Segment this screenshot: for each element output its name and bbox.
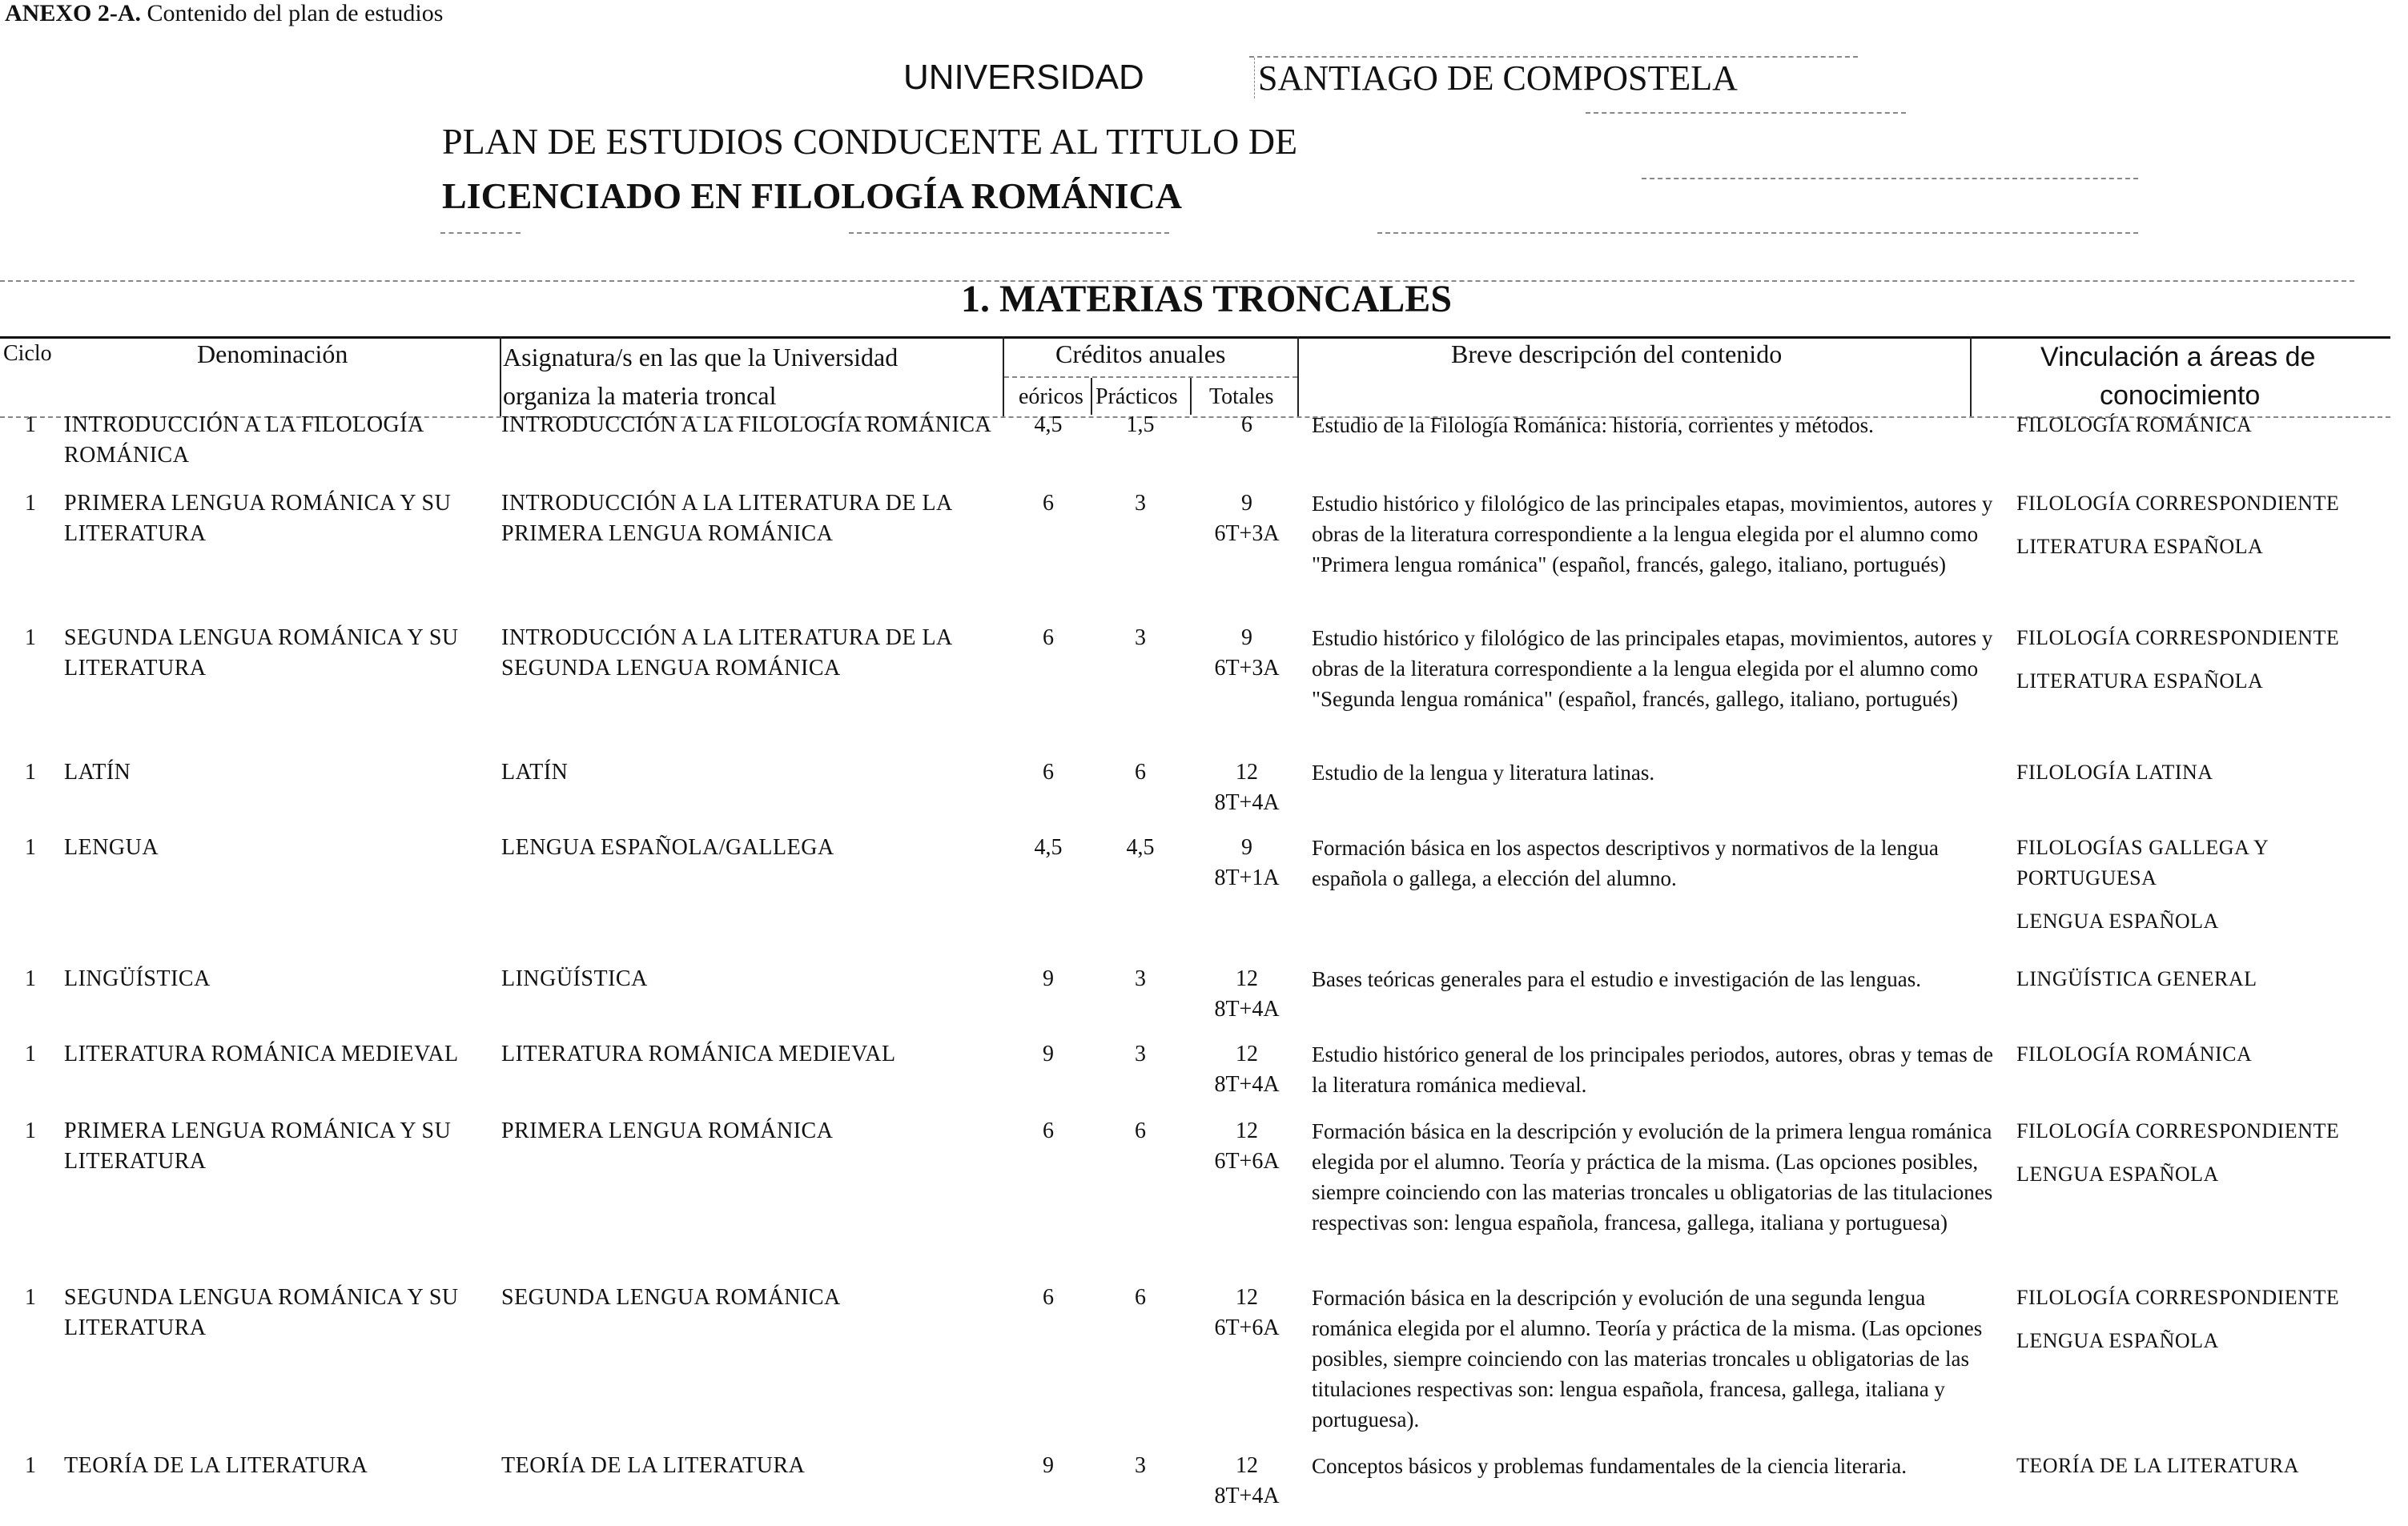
cell-teoricos: 9 <box>1043 1453 1054 1478</box>
totales-value: 12 <box>1236 1453 1258 1478</box>
table-row <box>0 410 2408 488</box>
cell-asignatura: INTRODUCCIÓN A LA LITERATURA DE LA SEGUNDA LENGUA ROMÁNICA <box>501 625 952 681</box>
annex-text: Contenido del plan de estudios <box>147 0 444 26</box>
divider <box>1642 178 2138 179</box>
totales-value: 12 <box>1236 966 1258 991</box>
degree-title: LICENCIADO EN FILOLOGÍA ROMÁNICA <box>442 175 1182 216</box>
cell-descripcion: Estudio histórico general de los principales periodos, autores, obras y temas de la literatura románica medieval. <box>1312 1042 1994 1097</box>
cell-teoricos: 9 <box>1043 1042 1054 1066</box>
cell-asignatura: PRIMERA LENGUA ROMÁNICA <box>501 1118 834 1143</box>
cell-asignatura: LENGUA ESPAÑOLA/GALLEGA <box>501 835 834 860</box>
cell-practicos: 6 <box>1135 1285 1146 1310</box>
divider <box>1377 232 2138 234</box>
cell-ciclo: 1 <box>25 1118 36 1143</box>
cell-denominacion: LATÍN <box>64 760 131 785</box>
cell-areas <box>2010 488 2408 623</box>
cell-asignatura: INTRODUCCIÓN A LA LITERATURA DE LA PRIMERA LENGUA ROMÁNICA <box>501 491 952 546</box>
cell-denominacion: INTRODUCCIÓN A LA FILOLOGÍA ROMÁNICA <box>64 412 424 468</box>
cell-ciclo: 1 <box>25 491 36 516</box>
cell-practicos: 3 <box>1135 625 1146 650</box>
header-totales: Totales <box>1209 384 1274 409</box>
header-vinculacion-line1: Vinculación a áreas de <box>2040 342 2316 372</box>
cell-denominacion: LENGUA <box>64 835 159 860</box>
divider <box>1586 112 1906 114</box>
area-item: TEORÍA DE LA LITERATURA <box>2016 1454 2300 1477</box>
cell-denominacion: PRIMERA LENGUA ROMÁNICA Y SU LITERATURA <box>64 1118 452 1174</box>
table-row <box>0 1039 2408 1116</box>
cell-descripcion: Conceptos básicos y problemas fundamentales de la ciencia literaria. <box>1312 1454 1907 1478</box>
totales-value: 12 <box>1236 760 1258 785</box>
university-label: UNIVERSIDAD <box>903 58 1144 97</box>
totales-value: 9 <box>1241 625 1252 650</box>
totales-value: 12 <box>1236 1118 1258 1143</box>
cell-practicos: 6 <box>1135 1118 1146 1143</box>
cell-practicos: 3 <box>1135 1042 1146 1066</box>
cell-asignatura: LATÍN <box>501 760 569 785</box>
area-item: LITERATURA ESPAÑOLA <box>2016 669 2264 693</box>
university-name: SANTIAGO DE COMPOSTELA <box>1254 58 1738 98</box>
table-row <box>0 1116 2408 1283</box>
cell-areas <box>2010 410 2408 488</box>
totales-detail: 8T+4A <box>1214 790 1280 815</box>
cell-teoricos: 4,5 <box>1034 835 1063 860</box>
header-denominacion: Denominación <box>197 339 348 368</box>
totales-detail: 8T+4A <box>1214 997 1280 1022</box>
cell-totales <box>1188 833 1305 964</box>
totales-value: 9 <box>1241 835 1252 860</box>
area-item: FILOLOGÍAS GALLEGA Y PORTUGUESA <box>2016 836 2269 889</box>
cell-descripcion: Estudio histórico y filológico de las principales etapas, movimientos, autores y obras de la literatura correspondiente a la lengua elegida por el alumno como "Primera lengua románica" (español, francés, galego, italiano, portugués) <box>1312 492 1993 576</box>
cell-teoricos: 6 <box>1043 491 1054 516</box>
cell-denominacion: PRIMERA LENGUA ROMÁNICA Y SU LITERATURA <box>64 491 452 546</box>
plan-title: PLAN DE ESTUDIOS CONDUCENTE AL TITULO DE <box>442 121 1298 162</box>
cell-asignatura: TEORÍA DE LA LITERATURA <box>501 1453 806 1478</box>
materias-table <box>0 410 2408 1526</box>
area-item: LENGUA ESPAÑOLA <box>2016 1163 2219 1186</box>
cell-asignatura: LINGÜÍSTICA <box>501 966 648 991</box>
totales-value: 12 <box>1236 1285 1258 1310</box>
cell-denominacion: SEGUNDA LENGUA ROMÁNICA Y SU LITERATURA <box>64 1285 459 1340</box>
cell-areas <box>2010 1039 2408 1116</box>
cell-areas <box>2010 1451 2408 1526</box>
totales-value: 9 <box>1241 491 1252 516</box>
area-item: FILOLOGÍA LATINA <box>2016 761 2213 784</box>
header-practicos: Prácticos <box>1095 384 1178 409</box>
totales-value: 6 <box>1241 412 1252 437</box>
cell-totales <box>1188 757 1305 833</box>
totales-value: 12 <box>1236 1042 1258 1066</box>
header-vinculacion-line2: conocimiento <box>2100 380 2261 411</box>
cell-ciclo: 1 <box>25 966 36 991</box>
cell-practicos: 3 <box>1135 966 1146 991</box>
totales-detail: 8T+1A <box>1214 865 1280 890</box>
area-item: FILOLOGÍA CORRESPONDIENTE <box>2016 1286 2340 1309</box>
table-row <box>0 757 2408 833</box>
cell-totales <box>1188 1283 1305 1451</box>
annex-heading <box>5 0 443 27</box>
divider <box>440 232 521 234</box>
cell-denominacion: LINGÜÍSTICA <box>64 966 211 991</box>
cell-totales <box>1188 1451 1305 1526</box>
cell-descripcion: Formación básica en la descripción y evolución de una segunda lengua románica elegida por el alumno. Teoría y práctica de la misma. (Las opciones posibles, siempre coinciendo con las materias troncales u obligatorias de las titulaciones respectivas son: lengua española, francesa, gallega, italiana y portuguesa). <box>1312 1286 1983 1432</box>
column-divider <box>500 336 501 416</box>
cell-descripcion: Estudio de la lengua y literatura latinas. <box>1312 761 1655 785</box>
table-row <box>0 833 2408 964</box>
column-divider <box>1297 336 1299 416</box>
cell-teoricos: 6 <box>1043 760 1054 785</box>
header-asignatura-line2: organiza la materia troncal <box>503 381 777 410</box>
cell-totales <box>1188 623 1305 757</box>
cell-areas <box>2010 1116 2408 1283</box>
table-body <box>0 410 2408 1526</box>
header-asignatura-line1: Asignatura/s en las que la Universidad <box>503 343 898 371</box>
cell-totales <box>1188 964 1305 1039</box>
cell-asignatura: LITERATURA ROMÁNICA MEDIEVAL <box>501 1042 896 1066</box>
cell-teoricos: 4,5 <box>1034 412 1063 437</box>
table-row <box>0 964 2408 1039</box>
cell-ciclo: 1 <box>25 412 36 437</box>
area-item: LENGUA ESPAÑOLA <box>2016 1329 2219 1352</box>
cell-areas <box>2010 1283 2408 1451</box>
cell-teoricos: 6 <box>1043 1118 1054 1143</box>
header-ciclo: Ciclo <box>3 341 52 366</box>
cell-totales <box>1188 488 1305 623</box>
header-teoricos: eóricos <box>1019 384 1083 409</box>
totales-detail: 6T+6A <box>1214 1149 1280 1174</box>
totales-detail: 6T+6A <box>1214 1315 1280 1340</box>
totales-detail: 6T+3A <box>1214 521 1280 546</box>
cell-practicos: 3 <box>1135 1453 1146 1478</box>
cell-areas <box>2010 964 2408 1039</box>
cell-ciclo: 1 <box>25 760 36 785</box>
area-item: FILOLOGÍA ROMÁNICA <box>2016 1042 2253 1066</box>
cell-practicos: 1,5 <box>1126 412 1155 437</box>
totales-detail: 6T+3A <box>1214 656 1280 681</box>
cell-descripcion: Bases teóricas generales para el estudio e investigación de las lenguas. <box>1312 967 1921 991</box>
table-row <box>0 1451 2408 1526</box>
cell-areas <box>2010 757 2408 833</box>
cell-areas <box>2010 833 2408 964</box>
divider <box>849 232 1169 234</box>
annex-label: ANEXO 2-A. <box>5 0 141 26</box>
cell-denominacion: SEGUNDA LENGUA ROMÁNICA Y SU LITERATURA <box>64 625 459 681</box>
area-item: LINGÜÍSTICA GENERAL <box>2016 967 2257 990</box>
table-row <box>0 623 2408 757</box>
cell-totales <box>1188 1039 1305 1116</box>
cell-practicos: 4,5 <box>1126 835 1155 860</box>
cell-totales <box>1188 410 1305 488</box>
area-item: LENGUA ESPAÑOLA <box>2016 910 2219 933</box>
cell-teoricos: 6 <box>1043 1285 1054 1310</box>
cell-practicos: 3 <box>1135 491 1146 516</box>
totales-detail: 8T+4A <box>1214 1484 1280 1508</box>
cell-denominacion: TEORÍA DE LA LITERATURA <box>64 1453 368 1478</box>
table-row <box>0 1283 2408 1451</box>
column-divider <box>1970 336 1972 416</box>
area-item: FILOLOGÍA CORRESPONDIENTE <box>2016 626 2340 649</box>
cell-ciclo: 1 <box>25 1042 36 1066</box>
cell-asignatura: INTRODUCCIÓN A LA FILOLOGÍA ROMÁNICA <box>501 412 992 437</box>
area-item: FILOLOGÍA CORRESPONDIENTE <box>2016 492 2340 515</box>
cell-teoricos: 6 <box>1043 625 1054 650</box>
cell-ciclo: 1 <box>25 835 36 860</box>
divider <box>1249 56 1858 58</box>
cell-ciclo: 1 <box>25 1453 36 1478</box>
divider <box>1004 376 1297 378</box>
cell-denominacion: LITERATURA ROMÁNICA MEDIEVAL <box>64 1042 459 1066</box>
section-title: 1. MATERIAS TRONCALES <box>961 278 1453 320</box>
cell-descripcion: Estudio histórico y filológico de las principales etapas, movimientos, autores y obras de la literatura correspondiente a la lengua elegida por el alumno como "Segunda lengua románica" (español, francés, gallego, italiano, portugués) <box>1312 626 1993 711</box>
cell-descripcion: Formación básica en los aspectos descriptivos y normativos de la lengua española o gallega, a elección del alumno. <box>1312 836 1939 890</box>
header-creditos: Créditos anuales <box>1055 339 1226 368</box>
cell-asignatura: SEGUNDA LENGUA ROMÁNICA <box>501 1285 841 1310</box>
cell-totales <box>1188 1116 1305 1283</box>
cell-ciclo: 1 <box>25 625 36 650</box>
totales-detail: 8T+4A <box>1214 1072 1280 1097</box>
cell-ciclo: 1 <box>25 1285 36 1310</box>
table-row <box>0 488 2408 623</box>
area-item: FILOLOGÍA ROMÁNICA <box>2016 413 2253 436</box>
cell-practicos: 6 <box>1135 760 1146 785</box>
area-item: LITERATURA ESPAÑOLA <box>2016 535 2264 558</box>
header-descripcion: Breve descripción del contenido <box>1451 339 1783 368</box>
cell-areas <box>2010 623 2408 757</box>
cell-descripcion: Formación básica en la descripción y evolución de la primera lengua románica elegida por el alumno. Teoría y práctica de la misma. (Las opciones posibles, siempre coinciendo con las materias troncales u obligatorias de las titulaciones respectivas son: lengua española, francesa, gallega, italiana y portuguesa) <box>1312 1119 1993 1235</box>
cell-descripcion: Estudio de la Filología Románica: historia, corrientes y métodos. <box>1312 413 1874 437</box>
area-item: FILOLOGÍA CORRESPONDIENTE <box>2016 1119 2340 1142</box>
cell-teoricos: 9 <box>1043 966 1054 991</box>
